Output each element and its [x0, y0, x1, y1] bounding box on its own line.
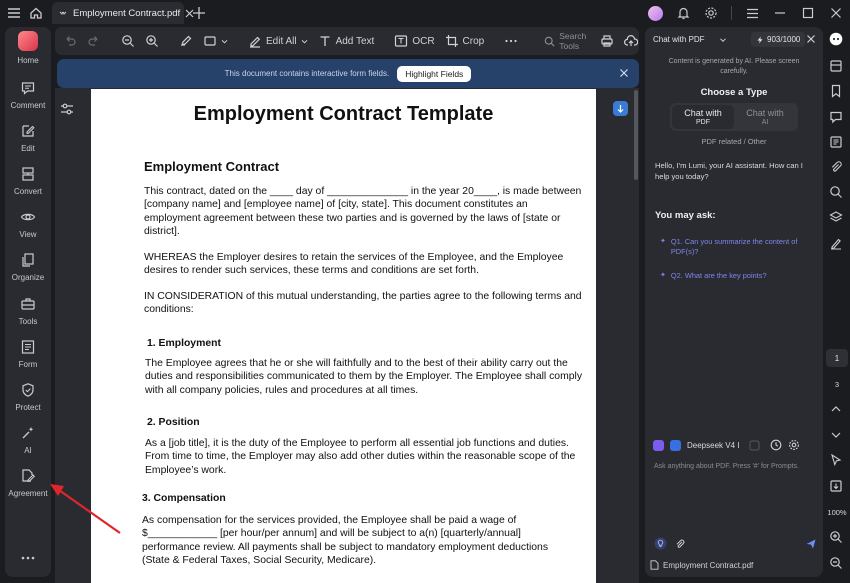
section-heading: 2. Position	[147, 417, 200, 428]
chevron-down-icon	[221, 38, 228, 45]
chat-type-toggle	[670, 103, 798, 131]
undo-button[interactable]	[63, 34, 77, 48]
zoom-in-button[interactable]	[145, 34, 159, 48]
text-line: employment agreement between these two parties and is governed by the laws of [state or	[144, 212, 561, 224]
ai-assistant-icon[interactable]	[829, 32, 843, 46]
text-line: The Employee agrees that he or she will faithfully and to the best of their ability carry out the	[145, 358, 568, 369]
chat-input[interactable]: Ask anything about PDF. Press '#' for Prompts.	[654, 463, 800, 470]
more-tools-button[interactable]	[504, 34, 518, 48]
sidebar-item-home[interactable]	[5, 29, 51, 69]
highlight-button[interactable]	[179, 34, 193, 48]
crop-label: Crop	[462, 35, 485, 47]
chat-with-ai-option[interactable]	[734, 105, 796, 129]
convert-icon	[20, 166, 36, 182]
search-tools-input[interactable]	[544, 31, 586, 51]
paragraph-consideration	[144, 290, 582, 317]
window-controls	[642, 0, 850, 26]
chat-with-pdf-option[interactable]	[672, 105, 734, 129]
panel-layout-icon[interactable]	[829, 59, 843, 73]
text-line: (State & Federal Taxes, Social Security, Medicare).	[142, 554, 377, 566]
sidebar-item-label: Home	[17, 56, 39, 65]
edit-pencil-icon	[20, 123, 36, 139]
edit-all-button[interactable]	[248, 34, 308, 48]
sidebar-item-label: Convert	[13, 187, 42, 196]
sidebar-item-comment[interactable]	[5, 76, 51, 116]
text-line: IN CONSIDERATION of this mutual understanding, the parties agree to the following terms and	[144, 291, 582, 302]
zoom-in-icon	[145, 34, 159, 48]
chat-mode-label: Chat with PDF	[653, 35, 705, 44]
ocr-icon	[394, 34, 408, 48]
display-settings-icon[interactable]	[58, 100, 76, 118]
form-fields-banner	[57, 59, 639, 88]
sidebar-item-protect[interactable]	[5, 378, 51, 418]
ocr-label: OCR	[412, 35, 435, 47]
pdf-page[interactable]	[91, 89, 596, 583]
chevron-down-icon	[301, 38, 308, 45]
eye-icon	[20, 209, 36, 225]
text-line: conditions:	[144, 304, 194, 316]
composer-toolbar	[653, 437, 819, 453]
prompt-library-icon[interactable]	[653, 440, 664, 451]
more-horizontal-icon	[504, 34, 518, 48]
paragraph-compensation	[142, 514, 548, 567]
paragraph-whereas	[144, 251, 563, 278]
hamburger-menu-icon[interactable]	[6, 5, 22, 21]
sidebar-item-label: Protect	[15, 403, 41, 412]
rectangle-icon	[203, 34, 217, 48]
print-button[interactable]	[600, 34, 614, 48]
bookmark-icon[interactable]	[829, 84, 843, 98]
toolbox-icon	[20, 296, 36, 312]
chevron-double-icon	[58, 8, 68, 18]
text-line: duties and responsibilities communicated to them by the Employer. The Employee shall comply	[145, 371, 583, 383]
select-cursor-icon[interactable]	[829, 453, 843, 467]
add-text-label: Add Text	[335, 35, 375, 47]
menu-icon[interactable]	[744, 5, 760, 21]
ai-assistant-float-button[interactable]	[613, 101, 628, 116]
agreement-sign-icon	[20, 468, 36, 484]
redo-button[interactable]	[87, 34, 101, 48]
text-line: This contract, dated on the ____ day of ______________ in the year 20____, is made between	[144, 186, 582, 197]
disabled-toggle-icon[interactable]	[749, 440, 760, 451]
sparkle-icon: ✦	[660, 238, 666, 245]
app-logo-icon	[18, 31, 38, 51]
text-line: with all company policies, rules and procedures at all times.	[145, 384, 419, 396]
document-tab[interactable]	[52, 2, 184, 24]
chevron-down-icon	[719, 36, 727, 44]
text-line: As compensation for the services provided, the Employee shall be paid a wage of	[142, 515, 517, 526]
undo-icon	[63, 34, 77, 48]
sidebar-item-edit[interactable]	[5, 119, 51, 159]
ocr-button[interactable]	[394, 34, 434, 48]
sidebar-item-ai[interactable]	[5, 421, 51, 461]
shape-dropdown[interactable]	[203, 34, 228, 48]
minimize-icon[interactable]	[772, 5, 788, 21]
banner-message: This document contains interactive form fields.	[224, 69, 390, 78]
text-line: Employee’s work.	[145, 464, 227, 476]
sidebar-item-label: Organize	[11, 273, 45, 282]
fit-page-icon[interactable]	[829, 479, 843, 493]
paragraph-position	[145, 437, 575, 477]
comments-icon[interactable]	[829, 110, 843, 124]
avatar[interactable]	[648, 6, 663, 21]
document-subtitle: Employment Contract	[144, 159, 280, 174]
file-icon	[650, 560, 659, 570]
printer-icon	[600, 34, 614, 48]
text-line: WHEREAS the Employer desires to retain the services of the Employee, and the Employee	[144, 252, 564, 263]
suggested-question-text: Q2. What are the key points?	[670, 271, 767, 280]
ai-sparkle-icon	[20, 425, 36, 441]
translate-icon[interactable]	[670, 440, 681, 451]
section-heading: 1. Employment	[147, 338, 221, 349]
zoom-in-icon[interactable]	[829, 530, 843, 544]
search-tools-placeholder: Search Tools	[559, 31, 587, 51]
model-name: Deepseek V4 I	[687, 440, 740, 450]
more-options-icon[interactable]	[21, 555, 35, 561]
search-icon	[544, 36, 555, 47]
zoom-level[interactable]: 100%	[827, 508, 847, 517]
zoom-out-button[interactable]	[121, 34, 135, 48]
zoom-out-icon	[121, 34, 135, 48]
redo-icon	[87, 34, 101, 48]
crop-button[interactable]	[445, 34, 485, 48]
assistant-greeting: Hello, I'm Lumi, your AI assistant. How can I help you today?	[655, 161, 803, 181]
sidebar-item-label: Edit	[21, 144, 35, 153]
option-label: Chat with	[746, 108, 784, 118]
sparkle-icon: ✦	[660, 272, 666, 279]
home-icon[interactable]	[28, 5, 44, 21]
text-line: As a [job title], it is the duty of the Employee to perform all essential job functions and duties.	[145, 438, 569, 449]
highlight-fields-button[interactable]: Highlight Fields	[397, 66, 471, 82]
paragraph-intro	[144, 185, 581, 238]
thumbnails-icon[interactable]	[829, 135, 843, 149]
shield-icon	[20, 382, 36, 398]
document-scrollbar[interactable]	[634, 90, 638, 180]
chat-scope-label: PDF related / Other	[701, 137, 767, 146]
credits-count: 903/1000	[767, 35, 801, 44]
text-line: performance review. All payments shall be subject to mandatory employment deductions	[142, 541, 549, 553]
new-tab-plus-icon[interactable]	[191, 5, 207, 21]
organize-pages-icon	[20, 252, 36, 268]
attached-file[interactable]	[650, 560, 753, 570]
section-heading: 3. Compensation	[142, 493, 226, 504]
text-t-icon	[318, 34, 332, 48]
title-bar	[0, 0, 850, 26]
settings-gear-icon[interactable]	[788, 439, 800, 451]
suggested-question[interactable]	[660, 237, 810, 257]
composer-actions	[653, 537, 819, 551]
text-line: desires to render such services, these terms and conditions are set forth.	[144, 265, 479, 277]
page-title: Employment Contract Template	[193, 103, 494, 125]
model-selector[interactable]	[687, 441, 739, 450]
upload-cloud-button[interactable]	[624, 34, 638, 48]
sidebar-item-label: Agreement	[8, 489, 48, 498]
settings-gear-icon[interactable]	[703, 5, 719, 21]
lightning-icon	[756, 36, 764, 44]
sidebar-item-label: Form	[18, 360, 38, 369]
comment-icon	[20, 80, 36, 96]
option-label: Chat with	[684, 108, 722, 118]
close-chat-icon[interactable]	[806, 34, 816, 44]
tab-title: Employment Contract.pdf	[73, 7, 181, 19]
bell-icon[interactable]	[675, 5, 691, 21]
chat-mode-dropdown[interactable]	[653, 35, 727, 44]
main-toolbar	[55, 27, 639, 55]
search-icon[interactable]	[829, 185, 843, 199]
option-sublabel: AI	[761, 119, 769, 126]
suggestions-heading: You may ask:	[655, 210, 716, 221]
suggested-question-text: Q1. Can you summarize the content of PDF(s)?	[670, 237, 798, 256]
lightbulb-icon[interactable]	[654, 537, 667, 550]
option-sublabel: PDF	[696, 119, 710, 126]
attached-file-name: Employment Contract.pdf	[663, 560, 754, 570]
sidebar-item-agreement[interactable]	[5, 464, 51, 504]
text-line: From time to time, the Employer may also add other duties within the reasonable scope of the	[145, 451, 576, 463]
left-sidebar	[5, 27, 51, 577]
attachments-paperclip-icon[interactable]	[829, 160, 843, 174]
form-icon	[20, 339, 36, 355]
layers-icon[interactable]	[829, 210, 843, 224]
sidebar-item-label: Comment	[10, 101, 46, 110]
close-window-icon[interactable]	[828, 5, 844, 21]
sidebar-item-label: AI	[24, 446, 32, 455]
sidebar-item-organize[interactable]	[5, 248, 51, 288]
maximize-icon[interactable]	[800, 5, 816, 21]
ai-disclaimer: Content is generated by AI. Please screen carefully.	[668, 58, 800, 75]
sidebar-item-label: Tools	[18, 317, 38, 326]
paragraph-employment	[145, 357, 582, 397]
divider	[731, 6, 732, 20]
edit-all-label: Edit All	[266, 35, 297, 47]
chevron-down-icon[interactable]	[829, 428, 843, 442]
attachment-icon[interactable]	[674, 538, 686, 550]
history-clock-icon[interactable]	[770, 439, 782, 451]
choose-type-heading: Choose a Type	[700, 87, 768, 98]
sidebar-item-label: View	[19, 230, 37, 239]
edit-all-icon	[248, 34, 262, 48]
send-icon[interactable]	[805, 538, 817, 550]
current-page-indicator[interactable]: 1	[826, 349, 848, 367]
zoom-out-icon[interactable]	[829, 556, 843, 570]
suggested-question[interactable]	[660, 271, 810, 281]
total-pages: 3	[834, 380, 840, 389]
add-text-button[interactable]	[318, 34, 375, 48]
sidebar-item-form[interactable]	[5, 335, 51, 375]
ai-chat-panel	[645, 27, 823, 577]
credits-badge[interactable]	[751, 32, 805, 47]
cloud-upload-icon	[624, 34, 638, 48]
text-line: district].	[144, 225, 180, 237]
sidebar-item-tools[interactable]	[5, 292, 51, 332]
crop-icon	[445, 34, 459, 48]
text-line: [company name] and [employee name] of [city, state]. This document constitutes an	[144, 199, 528, 211]
signature-pen-icon[interactable]	[829, 236, 843, 250]
sidebar-item-view[interactable]	[5, 205, 51, 245]
close-banner-icon[interactable]	[619, 68, 629, 78]
sidebar-item-convert[interactable]	[5, 162, 51, 202]
text-line: $____________ [per hour/per annum] and will be subject to a(n) [quarterly/annual]	[142, 528, 521, 540]
highlighter-icon	[179, 34, 193, 48]
chevron-up-icon[interactable]	[829, 402, 843, 416]
